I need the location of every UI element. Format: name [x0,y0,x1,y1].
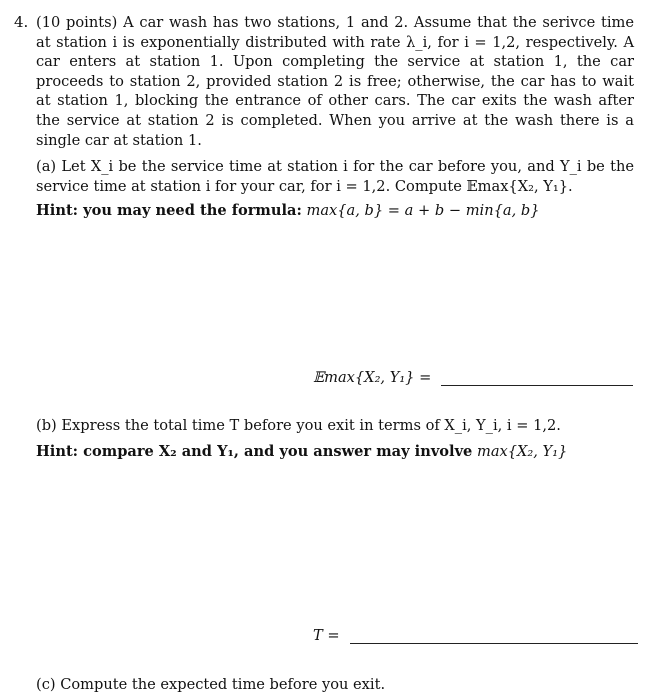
problem-intro: (10 points) A car wash has two stations, 1 and 2. Assume that the serivce time at station i is exponentially distributed with rate λ_i, for i = 1,2, respectively. A car enters at station 1. Upon completing the service at station 1, the car proceeds to station 2, provided station 2 is free; otherwise, the car has to wait at station 1, blocking the entrance of other cars. The car exits the wash after the service at station 2 is completed. When you arrive at the wash there is a single car at station 1. [36,14,634,149]
problem-4 [14,10,634,221]
answer-a [313,369,633,386]
part-a-text: (a) Let X_i be the service time at station i for the car before you, and Y_i be the service time at station i for your car, for i = 1,2. Compute 𝔼max{X₂, Y₁}. [36,158,634,195]
hint-b-label: Hint: compare X₂ and Y₁, and you answer may involve [36,443,473,460]
answer-a-label: 𝔼max{X₂, Y₁} = [313,369,432,386]
part-b-hint [36,442,636,462]
hint-a-label: Hint: you may need the formula: [36,202,302,220]
answer-a-blank[interactable] [441,371,633,386]
answer-b-blank[interactable] [350,629,638,644]
answer-b [313,627,638,644]
part-b-text: (b) Express the total time T before you exit in terms of X_i, Y_i, i = 1,2. [36,417,561,434]
hint-a-formula: max{a, b} = a + b − min{a, b} [306,202,540,220]
problem-number: 4. [14,13,29,31]
part-a-hint [36,201,634,221]
hint-b-formula: max{X₂, Y₁} [476,443,568,460]
part-c-text: (c) Compute the expected time before you exit. [36,676,386,693]
answer-b-label: T = [313,627,340,644]
